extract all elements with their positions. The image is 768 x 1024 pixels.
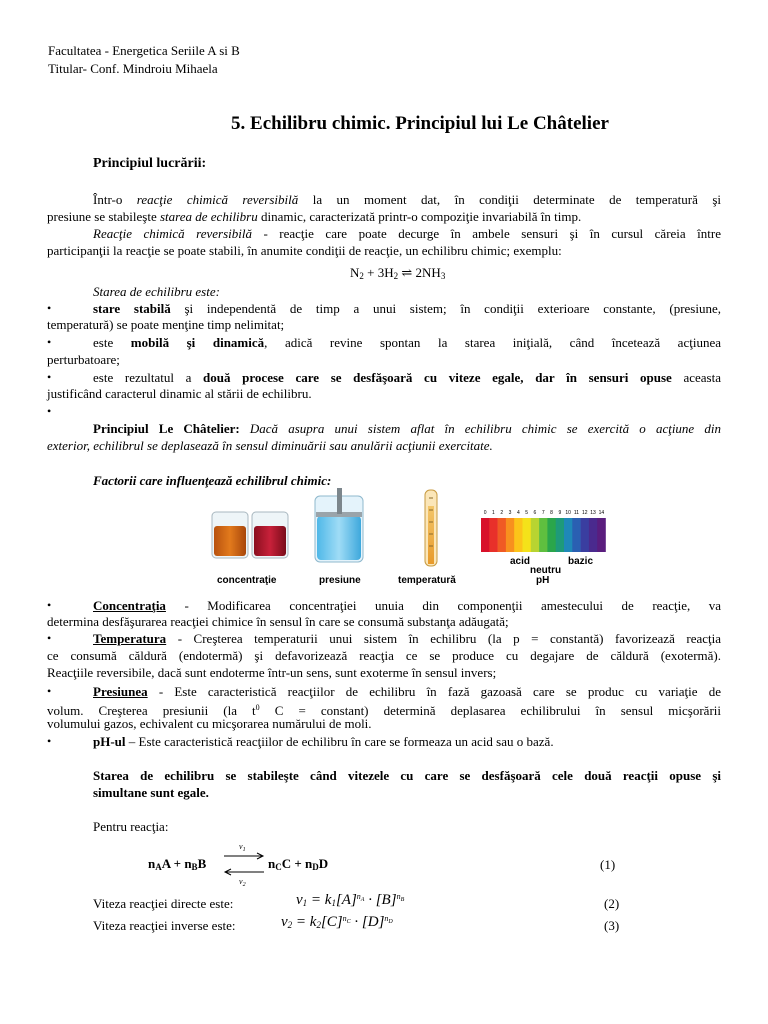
figure-label-concentration: concentraţie xyxy=(217,575,277,586)
bullet-icon: • xyxy=(47,684,52,698)
factor-temperature-line-3: Reacţiile reversibile, dacă sunt endoterme într-un sens, sunt exoterme în sensul invers; xyxy=(47,665,497,680)
rate-direct-label: Viteza reacţiei directe este: xyxy=(93,896,234,911)
rate-v1-label: $v_1$ xyxy=(239,842,246,853)
beaker-orange-icon xyxy=(212,512,248,558)
bullet-icon: • xyxy=(47,598,52,612)
ph-number-label: 6 xyxy=(533,510,537,516)
state-bullet-2-line-2: perturbatoare; xyxy=(47,352,120,367)
ph-number-label: 2 xyxy=(500,510,504,516)
rate-v2-label: $v_2$ xyxy=(239,877,246,888)
bullet-icon: • xyxy=(47,631,52,645)
ammonia-equation: $N_2 + 3H_2$ ⇌ $2NH_3$ xyxy=(350,265,446,281)
ph-color-bar xyxy=(572,518,581,552)
factors-title: Factorii care influenţează echilibrul chimic: xyxy=(93,473,332,488)
bullet-icon: • xyxy=(47,370,52,384)
equation-number-1: (1) xyxy=(600,857,616,872)
figure-label-pressure: presiune xyxy=(319,575,361,586)
bullet-icon: • xyxy=(47,301,52,315)
ph-number-label: 11 xyxy=(573,510,580,516)
ph-number-label: 4 xyxy=(516,510,520,516)
ph-scale-icon xyxy=(481,510,606,552)
state-bullet-1-line-1: stare stabilă şi independentă de timp a unui sistem; în condiţii exterioare constante, (presiune, xyxy=(93,301,721,316)
figure-label-ph: pH xyxy=(536,575,550,586)
pressure-cylinder-icon xyxy=(315,488,363,562)
for-reaction-label: Pentru reacţia: xyxy=(93,819,169,834)
factor-ph-line-1: pH-ul – Este caracteristică reacţiilor de echilibru în care se formeaza un acid sau o bază. xyxy=(93,734,554,749)
equilibrium-statement-line-2: simultane sunt egale. xyxy=(93,785,209,800)
factor-pressure-line-3: volumului gazos, echivalent cu micşorarea numărului de moli. xyxy=(47,716,372,731)
rate-inverse-formula: $v_2 = k_2[C]^{n_C} \cdot [D]^{n_D}$ xyxy=(281,914,393,930)
ph-number-label: 10 xyxy=(565,510,571,516)
ph-number-label: 7 xyxy=(541,510,545,516)
ph-color-bar xyxy=(564,518,573,552)
le-chatelier-line-1: Principiul Le Châtelier: Dacă asupra unui sistem aflat în echilibru chimic se exercită o acţiune din xyxy=(93,421,721,436)
factor-concentration-line-1: Concentraţia - Modificarea concentraţiei unuia din componenţii amestecului de reacţie, va xyxy=(93,598,721,613)
state-bullet-3-line-2: justificând caracterul dinamic al stării de echilibru. xyxy=(47,386,312,401)
page-title: 5. Echilibru chimic. Principiul lui Le Châtelier xyxy=(231,113,609,134)
ph-color-bar xyxy=(481,518,490,552)
factor-temperature-line-2: ce consumă căldură (endotermă) şi defavorizează reacţia ce se produce cu degajare de căldură (exotermă). xyxy=(47,648,721,663)
state-intro: Starea de echilibru este: xyxy=(93,284,220,299)
ph-basic-label: bazic xyxy=(568,556,594,567)
paragraph-1-line-2: presiune se stabileşte starea de echilibru dinamic, caracterizată printr-o compoziţie invariabilă în timp. xyxy=(47,209,582,224)
ph-color-bar xyxy=(523,518,532,552)
rate-direct-formula: $v_1 = k_1[A]^{n_A} \cdot [B]^{n_B}$ xyxy=(296,892,405,908)
ph-number-label: 8 xyxy=(550,510,553,516)
thermometer-icon xyxy=(425,490,437,566)
factor-pressure-line-1: Presiunea - Este caracteristică reacţiilor de echilibru în fază gazoasă care se produc cu variaţie de xyxy=(93,684,721,699)
ph-color-bar xyxy=(581,518,590,552)
reaction-right-side: $n_CC + n_DD$ xyxy=(268,856,329,872)
ph-color-bar xyxy=(531,518,540,552)
reaction-left-side: $n_AA + n_BB$ xyxy=(148,856,207,872)
ph-number-label: 5 xyxy=(525,510,529,516)
equation-number-3: (3) xyxy=(604,918,620,933)
ph-number-label: 12 xyxy=(581,510,588,516)
ph-neutral-label: neutru xyxy=(530,565,562,576)
bullet-icon: • xyxy=(47,734,52,748)
figure-label-temperature: temperatură xyxy=(398,575,456,586)
equation-number-2: (2) xyxy=(604,896,620,911)
paragraph-2-line-1: Reacţie chimică reversibilă - reacţie care poate decurge în ambele sensuri şi în cursul căreia între xyxy=(93,226,721,241)
ph-number-label: 1 xyxy=(492,510,495,516)
header-faculty: Facultatea - Energetica Seriile A si B xyxy=(48,43,240,58)
state-bullet-3-line-1: este rezultatul a două procese care se desfăşoară cu viteze egale, dar în sensuri opuse aceasta xyxy=(93,370,721,385)
ph-color-bar xyxy=(498,518,507,552)
equilibrium-statement-line-1: Starea de echilibru se stabileşte când vitezele cu care se desfăşoară cele două reacţii opuse şi xyxy=(93,768,721,783)
ph-number-label: 9 xyxy=(558,510,562,516)
ph-number-label: 3 xyxy=(508,510,512,516)
bullet-icon: • xyxy=(47,335,52,349)
ph-color-bar xyxy=(589,518,598,552)
ph-color-bar xyxy=(547,518,556,552)
le-chatelier-line-2: exterior, echilibrul se deplasează în sensul diminuării sau anulării acţiunii exercitate. xyxy=(47,438,493,453)
ph-color-bar xyxy=(597,518,606,552)
factor-pressure-line-2: volum. Creşterea presiunii (la $t^0$ C = constant) determină deplasarea echilibrului în sensul micşorării xyxy=(47,703,721,718)
ph-color-bar xyxy=(506,518,515,552)
paragraph-1-line-1: Într-o reacţie chimică reversibilă la un moment dat, în condiţii determinate de temperatură şi xyxy=(93,192,721,207)
state-bullet-2-line-1: este mobilă şi dinamică, adică revine spontan la starea iniţială, când încetează acţiunea xyxy=(93,335,721,350)
ph-color-bar xyxy=(489,518,498,552)
ph-number-label: 14 xyxy=(598,510,605,516)
beaker-red-icon xyxy=(252,512,288,558)
ph-acid-label: acid xyxy=(510,556,531,567)
ph-color-bar xyxy=(556,518,565,552)
ph-number-label: 0 xyxy=(483,510,487,516)
ph-number-label: 13 xyxy=(590,510,596,516)
ph-color-bar xyxy=(514,518,523,552)
state-bullet-1-line-2: temperatură) se poate menţine timp nelimitat; xyxy=(47,317,285,332)
factor-temperature-line-1: Temperatura - Creşterea temperaturii unui sistem în echilibru (la p = constantă) favorizează reacţia xyxy=(93,631,721,646)
factor-concentration-line-2: determina desfăşurarea reacţiei chimice în sensul în care se consumă substanţa adăugată; xyxy=(47,614,509,629)
rate-inverse-label: Viteza reacţiei inverse este: xyxy=(93,918,236,933)
paragraph-2-line-2: participanţii la reacţie se poate stabili, în anumite condiţii de reacţie, un echilibru chimic; exemplu: xyxy=(47,243,562,258)
header-titular: Titular- Conf. Mindroiu Mihaela xyxy=(48,61,218,76)
ph-color-bar xyxy=(539,518,548,552)
bullet-icon: • xyxy=(47,404,52,418)
section-heading: Principiul lucrării: xyxy=(93,156,207,171)
